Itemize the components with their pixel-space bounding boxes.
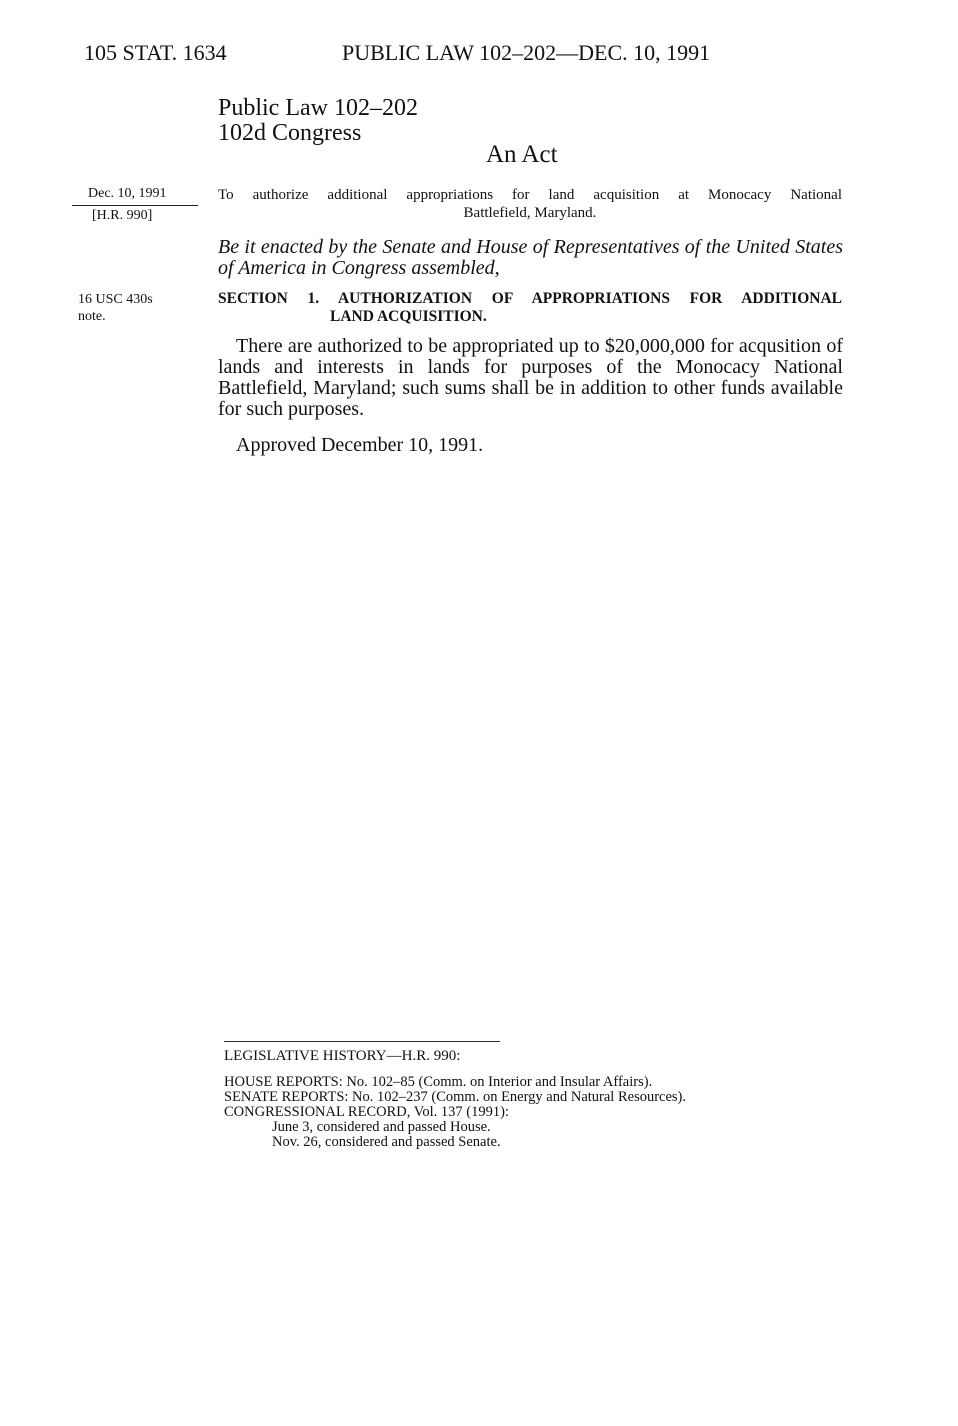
congress-label: 102d Congress	[218, 120, 362, 146]
legislative-history-title: LEGISLATIVE HISTORY—H.R. 990:	[224, 1048, 461, 1064]
stat-reference: 105 STAT. 1634	[84, 40, 227, 65]
margin-usc-reference: 16 USC 430s	[78, 292, 153, 307]
section-heading-line-2: LAND ACQUISITION.	[330, 308, 487, 325]
footnote-divider	[224, 1041, 500, 1042]
senate-action: Nov. 26, considered and passed Senate.	[272, 1134, 501, 1150]
section-heading	[218, 290, 842, 326]
law-number: Public Law 102–202	[218, 95, 418, 121]
margin-usc-note: note.	[78, 309, 106, 324]
house-action: June 3, considered and passed House.	[272, 1119, 491, 1135]
purpose-line-1: To authorize additional appropriations for land acquisition at Monocacy National	[218, 187, 842, 203]
congressional-record: CONGRESSIONAL RECORD, Vol. 137 (1991):	[224, 1104, 509, 1120]
senate-reports: SENATE REPORTS: No. 102–237 (Comm. on Energy and Natural Resources).	[224, 1089, 687, 1105]
margin-divider	[72, 205, 198, 206]
purpose-statement	[218, 186, 842, 222]
margin-bill-number: [H.R. 990]	[92, 208, 153, 223]
enacting-clause: Be it enacted by the Senate and House of Representatives of the United States of America in Congress assembled,	[218, 236, 843, 279]
section-body: There are authorized to be appropriated up to $20,000,000 for acqusition of lands and interests in lands for purposes of the Monocacy National Battlefield, Maryland; such sums shall be in addition to other funds available for such purposes.	[218, 335, 843, 420]
section-heading-line-1: SECTION 1. AUTHORIZATION OF APPROPRIATIONS FOR ADDITIONAL	[218, 290, 842, 307]
approval-date: Approved December 10, 1991.	[236, 434, 484, 456]
legislative-history-list	[224, 1075, 686, 1150]
purpose-line-2: Battlefield, Maryland.	[463, 205, 597, 221]
act-label: An Act	[486, 141, 558, 168]
margin-date: Dec. 10, 1991	[88, 186, 167, 201]
running-title: PUBLIC LAW 102–202—DEC. 10, 1991	[342, 40, 711, 65]
house-reports: HOUSE REPORTS: No. 102–85 (Comm. on Interior and Insular Affairs).	[224, 1074, 653, 1090]
